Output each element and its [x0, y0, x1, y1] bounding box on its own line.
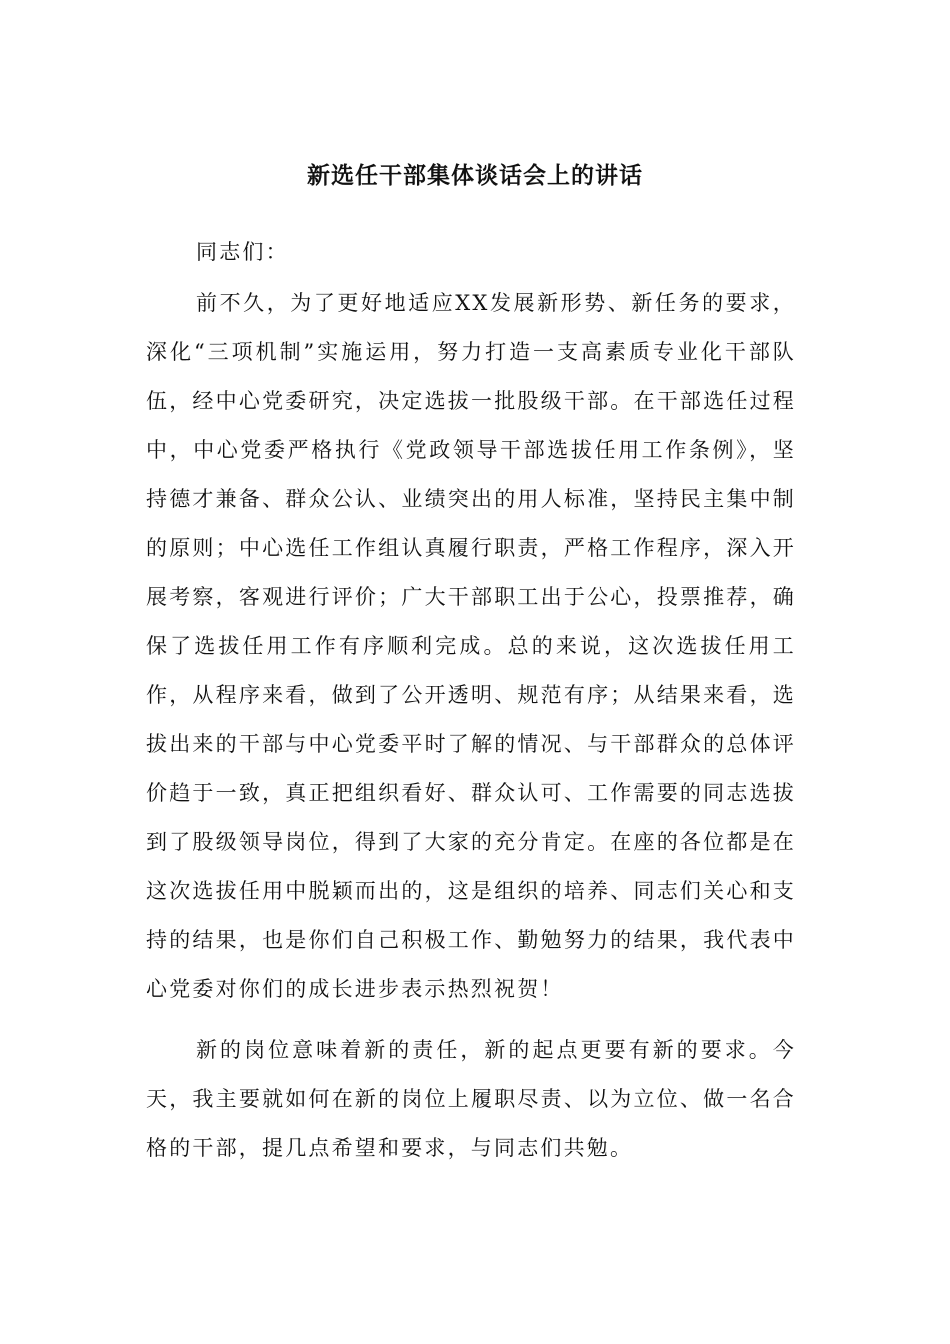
paragraph-1	[146, 279, 796, 1014]
salutation-text: 同志们：	[196, 240, 289, 264]
paragraph-2-text: 新的岗位意味着新的责任，新的起点更要有新的要求。今天，我主要就如何在新的岗位上履职尽责、以为立位、做一名合格的干部，提几点希望和要求，与同志们共勉。	[146, 1038, 796, 1160]
document-title: 新选任干部集体谈话会上的讲话	[307, 163, 643, 189]
salutation	[146, 228, 796, 277]
paragraph-1-text: 前不久，为了更好地适应XX发展新形势、新任务的要求，深化“三项机制”实施运用，努力打造一支高素质专业化干部队伍，经中心党委研究，决定选拔一批股级干部。在干部选任过程中，中心党委严格执行《党政领导干部选拔任用工作条例》，坚持德才兼备、群众公认、业绩突出的用人标准，坚持民主集中制的原则；中心选任工作组认真履行职责，严格工作程序，深入开展考察，客观进行评价；广大干部职工出于公心，投票推荐，确保了选拔任用工作有序顺利完成。总的来说，这次选拔任用工作，从程序来看，做到了公开透明、规范有序；从结果来看，选拔出来的干部与中心党委平时了解的情况、与干部群众的总体评价趋于一致，真正把组织看好、群众认可、工作需要的同志选拔到了股级领导岗位，得到了大家的充分肯定。在座的各位都是在这次选拔任用中脱颖而出的，这是组织的培养、同志们关心和支持的结果，也是你们自己积极工作、勤勉努力的结果，我代表中心党委对你们的成长进步表示热烈祝贺！	[146, 291, 796, 1001]
paragraph-2	[146, 1026, 796, 1173]
